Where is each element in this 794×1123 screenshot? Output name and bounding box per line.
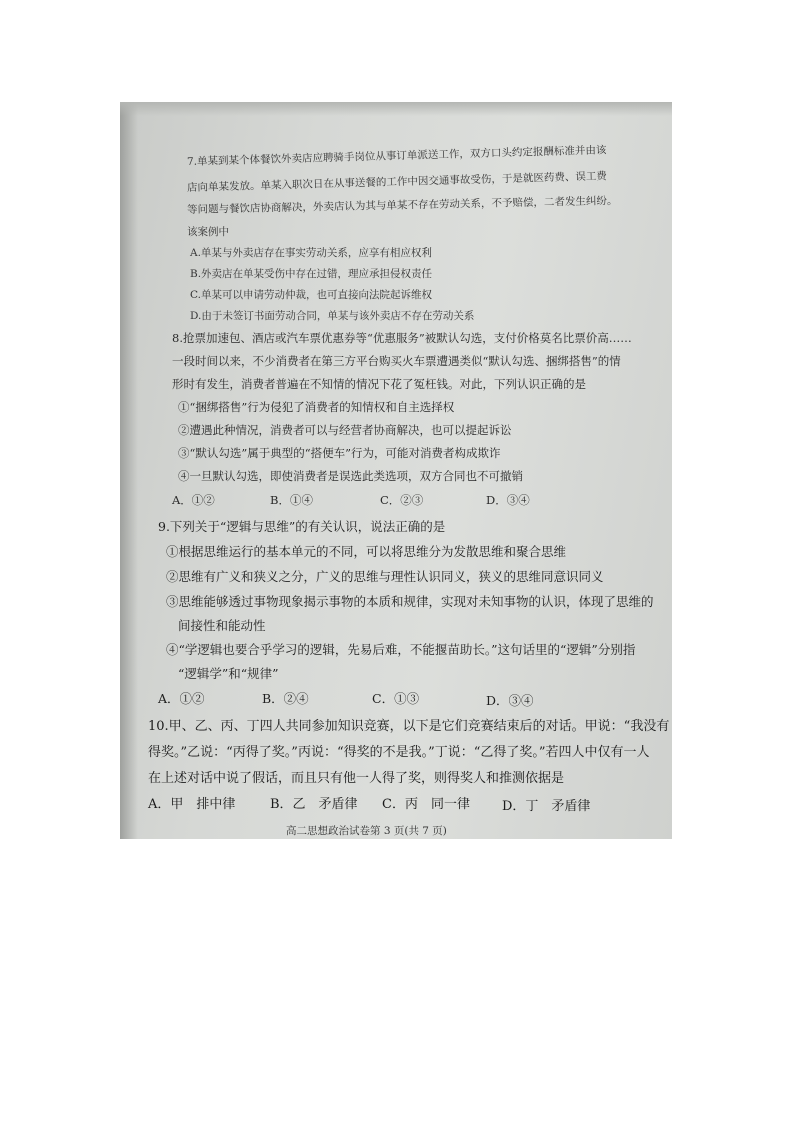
- q9-stem: 9.下列关于“逻辑与思维”的有关认识，说法正确的是: [158, 519, 446, 534]
- q9-choice-c: C．①③: [372, 691, 420, 706]
- q9-choice-a: A．①②: [158, 691, 205, 706]
- q7-option-a: A.单某与外卖店存在事实劳动关系，应享有相应权利: [190, 247, 432, 259]
- q8-choice-d: D．③④: [486, 493, 530, 507]
- q7-option-b: B.外卖店在单某受伤中存在过错，理应承担侵权责任: [190, 268, 433, 280]
- q10-choice-d: D．丁 矛盾律: [502, 799, 591, 814]
- q7-option-d: D.由于未签订书面劳动合同，单某与该外卖店不存在劳动关系: [190, 310, 475, 322]
- q9-item-2: ②思维有广义和狭义之分，广义的思维与理性认识同义，狭义的思维同意识同义: [166, 569, 604, 584]
- q10-choice-b: B．乙 矛盾律: [270, 797, 358, 812]
- q8-stem-line-1: 8.抢票加速包、酒店或汽车票优惠券等“优惠服务”被默认勾选，支付价格莫名比票价高……: [172, 331, 632, 345]
- q8-choice-b: B．①④: [270, 493, 313, 507]
- q9-item-4-line-2: “逻辑学”和“规律”: [178, 666, 279, 681]
- q8-choice-a: A．①②: [172, 493, 215, 507]
- q9-choice-b: B．②④: [262, 691, 309, 706]
- q7-option-c: C.单某可以申请劳动仲裁，也可直接向法院起诉维权: [190, 289, 432, 301]
- q8-choice-c: C．②③: [380, 493, 424, 507]
- q7-stem-line-1: 7.单某到某个体餐饮外卖店应聘骑手岗位从事订单派送工作，双方口头约定报酬标准并由该: [186, 144, 607, 168]
- q8-stem-line-3: 形时有发生，消费者普遍在不知情的情况下花了冤枉钱。对此，下列认识正确的是: [172, 377, 586, 391]
- q9-item-3-line-2: 间接性和能动性: [178, 618, 266, 633]
- q8-item-3: ③“默认勾选”属于典型的“搭便车”行为，可能对消费者构成欺诈: [178, 446, 501, 460]
- q10-choice-a: A．甲 排中律: [148, 797, 236, 812]
- q8-item-2: ②遭遇此种情况，消费者可以与经营者协商解决，也可以提起诉讼: [178, 423, 512, 437]
- q9-item-4-line-1: ④“学逻辑也要合乎学习的逻辑，先易后难，不能揠苗助长。”这句话里的“逻辑”分别指: [166, 642, 636, 657]
- q7-stem-line-2: 店向单某发放。单某入职次日在从事送餐的工作中因交通事故受伤，于是就医药费、误工费: [186, 170, 608, 194]
- q10-stem-line-2: 得奖。”乙说：“丙得了奖。”丙说：“得奖的不是我。”丁说：“乙得了奖。”若四人中仅有一人: [148, 745, 650, 760]
- q7-stem-line-4: 该案例中: [187, 226, 229, 238]
- q9-item-1: ①根据思维运行的基本单元的不同，可以将思维分为发散思维和聚合思维: [166, 544, 567, 559]
- q9-item-3-line-1: ③思维能够透过事物现象揭示事物的本质和规律，实现对未知事物的认识，体现了思维的: [166, 594, 654, 609]
- top-shadow: [120, 102, 672, 116]
- q10-stem-line-1: 10.甲、乙、丙、丁四人共同参加知识竞赛，以下是它们竞赛结束后的对话。甲说：“我没有: [148, 719, 670, 734]
- q8-item-1: ①“捆绑搭售”行为侵犯了消费者的知情权和自主选择权: [178, 400, 455, 414]
- exam-page-photo: [120, 102, 672, 839]
- left-shadow: [120, 102, 138, 839]
- q7-stem-line-3: 等问题与餐饮店协商解决，外卖店认为其与单某不存在劳动关系，不予赔偿，二者发生纠纷。: [186, 194, 618, 216]
- q10-stem-line-3: 在上述对话中说了假话，而且只有他一人得了奖，则得奖人和推测依据是: [148, 771, 565, 786]
- q9-choice-d: D．③④: [486, 693, 534, 708]
- q10-choice-c: C．丙 同一律: [382, 797, 470, 812]
- q8-item-4: ④一旦默认勾选，即使消费者是误选此类选项，双方合同也不可撤销: [178, 469, 523, 483]
- q8-stem-line-2: 一段时间以来，不少消费者在第三方平台购买火车票遭遇类似“默认勾选、捆绑搭售”的情: [172, 354, 621, 368]
- page-footer: 高二思想政治试卷第 3 页(共 7 页): [286, 825, 447, 837]
